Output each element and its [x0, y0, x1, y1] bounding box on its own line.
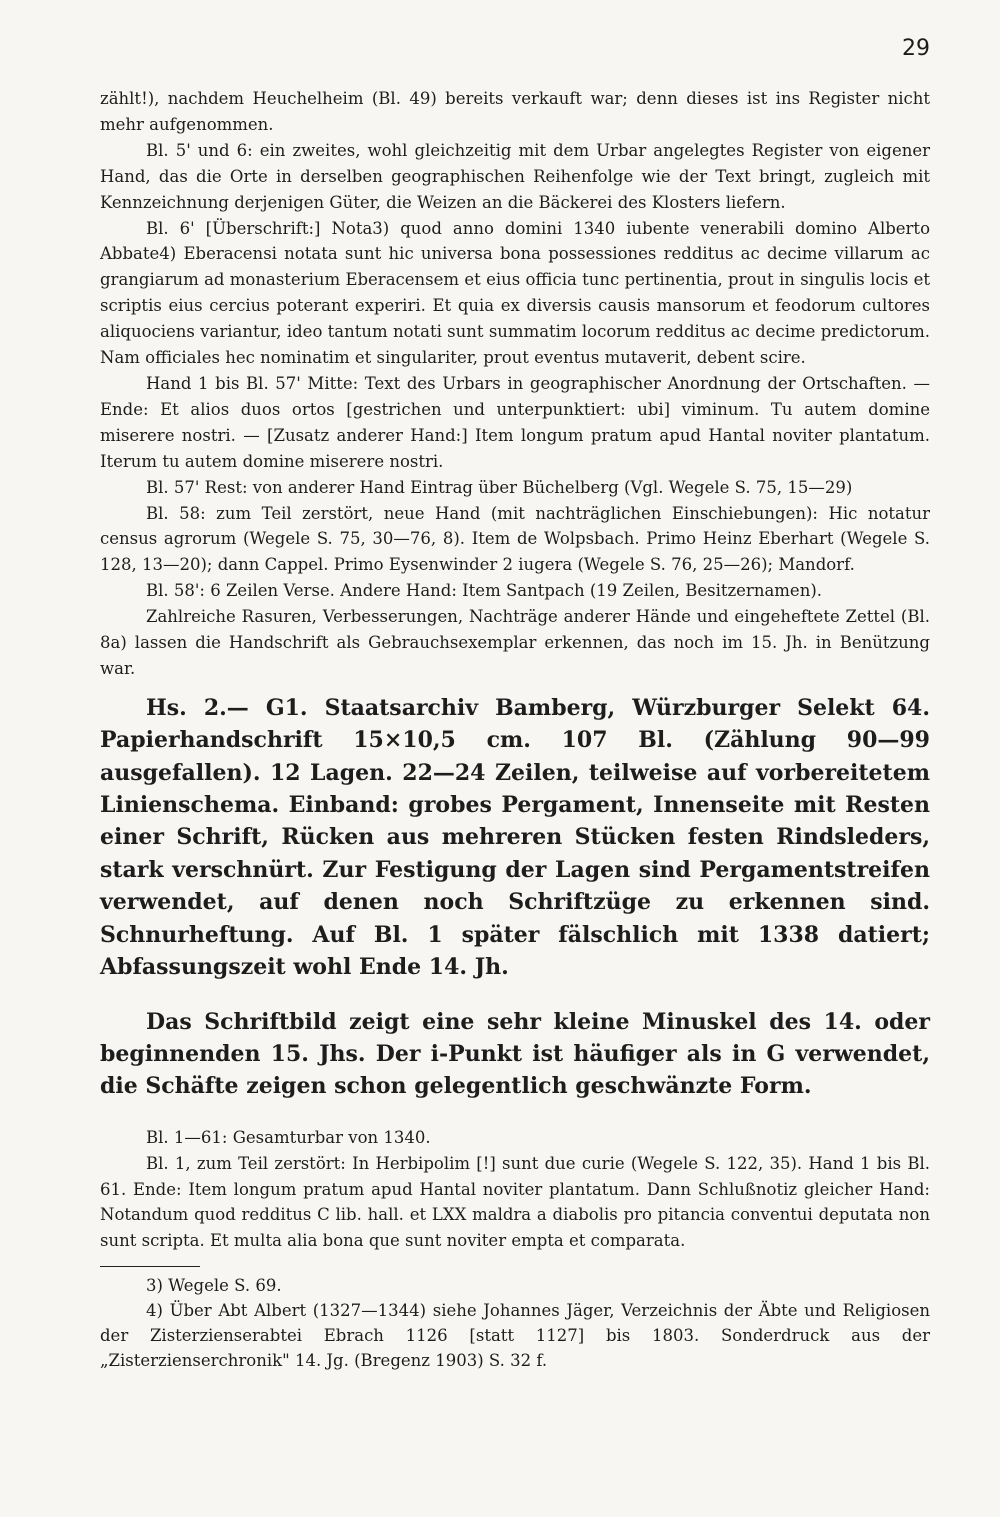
section-script-description: Das Schriftbild zeigt eine sehr kleine Minuskel des 14. oder beginnenden 15. Jhs. Der i-Punkt ist häufiger als in G verwendet, die Schäfte zeigen schon gelegentlich geschwänzte Form. [100, 1008, 930, 1100]
paragraph-bl1: Bl. 1, zum Teil zerstört: In Herbipolim [!] sunt due curie (Wegele S. 122, 35). Hand 1 bis Bl. 61. Ende: Item longum pratum apud Hantal noviter plantatum. Dann Schlußnotiz gleicher Hand: Notandum quod redditus C lib. hall. et LXX maldra a diabolis pro pitancia conventui deputata non sunt scripta. Et multa alia bona que sunt noviter empta et comparata. [100, 1153, 930, 1251]
body-text [100, 86, 930, 1373]
footnote-4: 4) Über Abt Albert (1327—1344) siehe Johannes Jäger, Verzeichnis der Äbte und Religiosen der Zisterzienserabtei Ebrach 1126 [statt 1127] bis 1803. Sonderdruck aus der „Zisterzienserchronik" 14. Jg. (Bregenz 1903) S. 32 f. [100, 1301, 930, 1371]
paragraph-continuation: zählt!), nachdem Heuchelheim (Bl. 49) bereits verkauft war; denn dieses ist ins Register nicht mehr aufgenommen. [100, 89, 930, 134]
paragraph-bl57-rest: Bl. 57' Rest: von anderer Hand Eintrag über Büchelberg (Vgl. Wegele S. 75, 15—29) [146, 477, 853, 497]
paragraph-gesamturbar: Bl. 1—61: Gesamturbar von 1340. [146, 1127, 431, 1147]
section-heading-hs2: Hs. 2.— G1. Staatsarchiv Bamberg, Würzburger Selekt 64. Papierhandschrift 15×10,5 cm. 107 Bl. (Zählung 90—99 ausgefallen). 12 Lagen. 22—24 Zeilen, teilweise auf vorbereitetem Linienschema. Einband: grobes Pergament, Innenseite mit Resten einer Schrift, Rücken aus mehreren Stücken festen Rindsleders, stark verschnürt. Zur Festigung der Lagen sind Pergamentstreifen verwendet, auf denen noch Schriftzüge zu erkennen sind. Schnurheftung. Auf Bl. 1 später fälschlich mit 1338 datiert; Abfassungszeit wohl Ende 14. Jh. [100, 694, 930, 981]
paragraph-register: Bl. 5' und 6: ein zweites, wohl gleichzeitig mit dem Urbar angelegtes Register von eigener Hand, das die Orte in derselben geographischen Reihenfolge wie der Text bringt, zugleich mit Kennzeichnung derjenigen Güter, die Weizen an die Bäckerei des Klosters liefern. [100, 140, 930, 212]
footnote-3: 3) Wegele S. 69. [146, 1276, 282, 1296]
paragraph-bl58-verso: Bl. 58': 6 Zeilen Verse. Andere Hand: Item Santpach (19 Zeilen, Besitzernamen). [146, 581, 823, 601]
footnote-divider [100, 1266, 200, 1267]
paragraph-heading-nota: Bl. 6' [Überschrift:] Nota3) quod anno domini 1340 iubente venerabili domino Alberto Abbate4) Eberacensi notata sunt hic universa bona possessiones redditus ac decime villarum ac grangiarum ad monasterium Eberacensem et eius officia tunc pertinentia, prout in singulis locis et scriptis eius cercius poterant experiri. Et quia ex diversis causis mansorum et feodorum cultores aliquociens variantur, ideo tantum notati sunt summatim locorum redditus ac decime predictorum. Nam officiales hec nominatim et singulariter, prout eventus mutaverit, debent scire. [100, 218, 930, 368]
paragraph-rasuren: Zahlreiche Rasuren, Verbesserungen, Nachträge anderer Hände und eingeheftete Zettel (Bl. 8a) lassen die Handschrift als Gebrauchsexemplar erkennen, das noch im 15. Jh. in Benützung war. [100, 607, 930, 678]
paragraph-hand-1: Hand 1 bis Bl. 57' Mitte: Text des Urbars in geographischer Anordnung der Ortschaften. — Ende: Et alios duos ortos [gestrichen und unterpunktiert: ubi] viminum. Tu autem domine miserere nostri. — [Zusatz anderer Hand:] Item longum pratum apud Hantal noviter plantatum. Iterum tu autem domine miserere nostri. [100, 373, 930, 471]
document-page [100, 36, 930, 1486]
page-number: 29 [902, 36, 930, 61]
paragraph-bl58: Bl. 58: zum Teil zerstört, neue Hand (mit nachträglichen Einschiebungen): Hic notatur census agrorum (Wegele S. 75, 30—76, 8). Item de Wolpsbach. Primo Heinz Eberhart (Wegele S. 128, 13—20); dann Cappel. Primo Eysenwinder 2 iugera (Wegele S. 76, 25—26); Mandorf. [100, 503, 930, 575]
